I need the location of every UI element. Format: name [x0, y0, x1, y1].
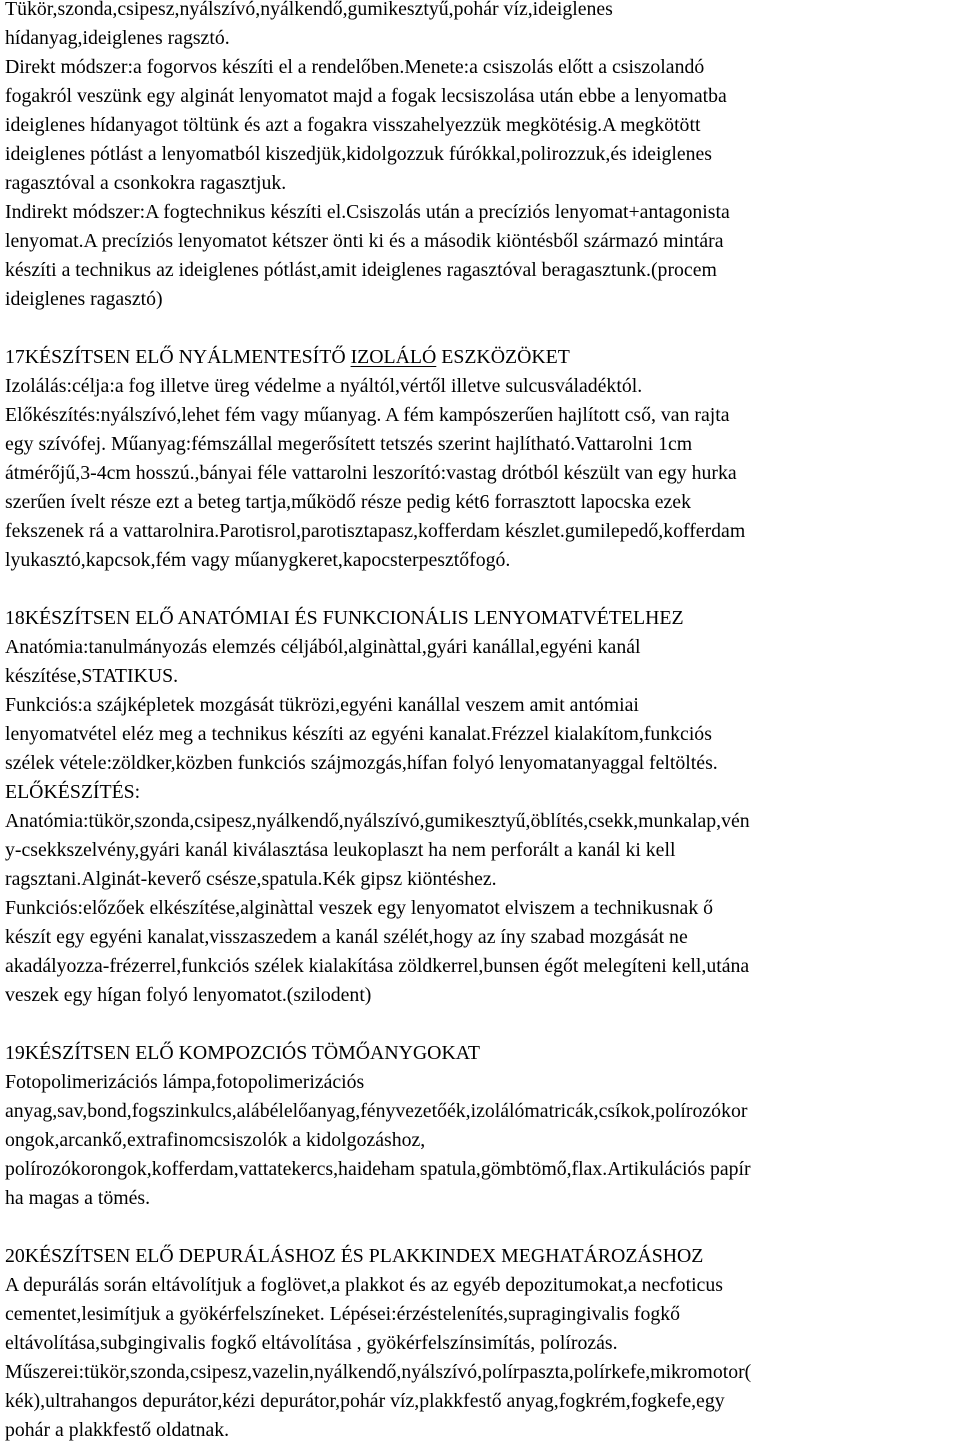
section-heading: 19KÉSZÍTSEN ELŐ KOMPOZCIÓS TÖMŐANYGOKAT — [5, 1042, 480, 1064]
text-line: ongok,arcankő,extrafinomcsiszolók a kidolgozáshoz, — [5, 1129, 426, 1151]
text-line: ideiglenes hídanyagot töltünk és azt a fogakra visszahelyezzük megkötésig.A megkötött — [5, 114, 701, 136]
text-line: Anatómia:tanulmányozás elemzés céljából,alginàttal,gyári kanállal,egyéni kanál — [5, 636, 641, 658]
paragraph-gap — [5, 575, 958, 604]
text-line: átmérőjű,3-4cm hosszú.,bányai féle vattarolni leszorító:vastag drótból készült van egy hurka — [5, 462, 737, 484]
text-line: hídanyag,ideiglenes ragsztó. — [5, 27, 230, 49]
text-line: Direkt módszer:a fogorvos készíti el a rendelőben.Menete:a csiszolás előtt a csiszolandó — [5, 56, 705, 78]
text-line: anyag,sav,bond,fogszinkulcs,alábélelőanyag,fényvezetőék,izolálómatricák,csíkok,polírozókor — [5, 1100, 748, 1122]
text-line: ideiglenes pótlást a lenyomatból kiszedjük,kidolgozzuk fúrókkal,polirozzuk,és ideiglenes — [5, 143, 712, 165]
text-line: kék),ultrahangos depurátor,kézi depurátor,pohár víz,plakkfestő anyag,fogkrém,fogkefe,egy — [5, 1390, 725, 1412]
text-line: szerűen ívelt része ezt a beteg tartja,működő része pedig két6 forrasztott lapocska ezek — [5, 491, 691, 513]
text-line: készít egy egyéni kanalat,visszaszedem a kanál szélét,hogy az íny szabad mozgását ne — [5, 926, 688, 948]
text-line: ideiglenes ragasztó) — [5, 288, 163, 310]
text-line: Funkciós:előzőek elkészítése,alginàttal veszek egy lenyomatot elviszem a technikusnak ő — [5, 897, 714, 919]
heading-underlined-word: IZOLÁLÓ — [350, 346, 437, 368]
text-line: Műszerei:tükör,szonda,csipesz,vazelin,nyálkendő,nyálszívó,polírpaszta,polírkefe,mikromotor( — [5, 1361, 752, 1383]
text-line: Előkészítés:nyálszívó,lehet fém vagy műanyag. A fém kampószerűen hajlított cső, van rajta — [5, 404, 730, 426]
text-line: Tükör,szonda,csipesz,nyálszívó,nyálkendő,gumikesztyű,pohár víz,ideiglenes — [5, 0, 613, 20]
text-line: ha magas a tömés. — [5, 1187, 151, 1209]
text-line: akadályozza-frézerrel,funkciós szélek kialakítása zöldkerrel,bunsen égőt melegíteni kell,utána — [5, 955, 750, 977]
paragraph-gap — [5, 1010, 958, 1039]
text-line: szélek vétele:zöldker,közben funkciós szájmozgás,hífan folyó lenyomatanyaggal feltöltés. — [5, 752, 718, 774]
document-page — [5, 0, 958, 1445]
section-heading: 20KÉSZÍTSEN ELŐ DEPURÁLÁSHOZ ÉS PLAKKINDEX MEGHATÁROZÁSHOZ — [5, 1245, 704, 1267]
text-line: Indirekt módszer:A fogtechnikus készíti el.Csiszolás után a precíziós lenyomat+antagonista — [5, 201, 730, 223]
text-line: Funkciós:a szájképletek mozgását tükrözi,egyéni kanállal veszem amit antómiai — [5, 694, 639, 716]
text-line: Anatómia:tükör,szonda,csipesz,nyálkendő,nyálszívó,gumikesztyű,öblítés,csekk,munkalap,vén — [5, 810, 750, 832]
paragraph-gap — [5, 314, 958, 343]
text-line: polírozókorongok,kofferdam,vattatekercs,haideham spatula,gömbtömő,flax.Artikulációs papír — [5, 1158, 751, 1180]
text-line: cementet,lesimítjuk a gyökérfelszíneket. Lépései:érzéstelenítés,supragingivalis fogkő — [5, 1303, 681, 1325]
text-line: egy szívófej. Műanyag:fémszállal megerősített tetszés szerint hajlítható.Vattarolni 1cm — [5, 433, 693, 455]
section-16-continuation — [5, 0, 958, 314]
heading-text: ESZKÖZÖKET — [436, 346, 570, 368]
subheading-line: ELŐKÉSZÍTÉS: — [5, 781, 141, 803]
text-line: lenyomatvétel eléz meg a technikus készíti az egyéni kanalat.Frézzel kialakítom,funkciós — [5, 723, 712, 745]
text-line: pohár a plakkfestő oldatnak. — [5, 1419, 230, 1441]
paragraph-gap — [5, 1213, 958, 1242]
text-line: ragasztóval a csonkokra ragasztjuk. — [5, 172, 287, 194]
heading-text: 17KÉSZÍTSEN ELŐ NYÁLMENTESÍTŐ — [5, 346, 351, 368]
text-line: készítése,STATIKUS. — [5, 665, 179, 687]
section-17 — [5, 343, 958, 575]
text-line: ragsztani.Alginát-keverő csésze,spatula.Kék gipsz kiöntéshez. — [5, 868, 497, 890]
text-line: eltávolítása,subgingivalis fogkő eltávolítása , gyökérfelszínsimítás, polírozás. — [5, 1332, 618, 1354]
text-line: készíti a technikus az ideiglenes pótlást,amit ideiglenes ragasztóval beragasztunk.(procem — [5, 259, 717, 281]
text-line: y-csekkszelvény,gyári kanál kiválasztása leukoplaszt ha nem perforált a kanál ki kell — [5, 839, 676, 861]
text-line: lyukasztó,kapcsok,fém vagy műanygkeret,kapocsterpesztőfogó. — [5, 549, 511, 571]
section-heading — [5, 343, 958, 372]
text-line: Fotopolimerizációs lámpa,fotopolimerizációs — [5, 1071, 365, 1093]
text-line: veszek egy hígan folyó lenyomatot.(szilodent) — [5, 984, 372, 1006]
text-line: fogakról veszünk egy alginát lenyomatot majd a fogak lecsiszolása után ebbe a lenyomatba — [5, 85, 727, 107]
text-line: lenyomat.A precíziós lenyomatot kétszer önti ki és a második kiöntésből származó mintára — [5, 230, 724, 252]
text-line: fekszenek rá a vattarolnira.Parotisrol,parotisztapasz,kofferdam készlet.gumilepedő,kofferdam — [5, 520, 746, 542]
section-heading: 18KÉSZÍTSEN ELŐ ANATÓMIAI ÉS FUNKCIONÁLIS LENYOMATVÉTELHEZ — [5, 607, 684, 629]
text-line: A depurálás során eltávolítjuk a foglövet,a plakkot és az egyéb depozitumokat,a necfoticus — [5, 1274, 723, 1296]
section-19 — [5, 1039, 958, 1213]
text-line: Izolálás:célja:a fog illetve üreg védelme a nyáltól,vértől illetve sulcusváladéktól. — [5, 375, 643, 397]
section-18 — [5, 604, 958, 1010]
section-20 — [5, 1242, 958, 1445]
